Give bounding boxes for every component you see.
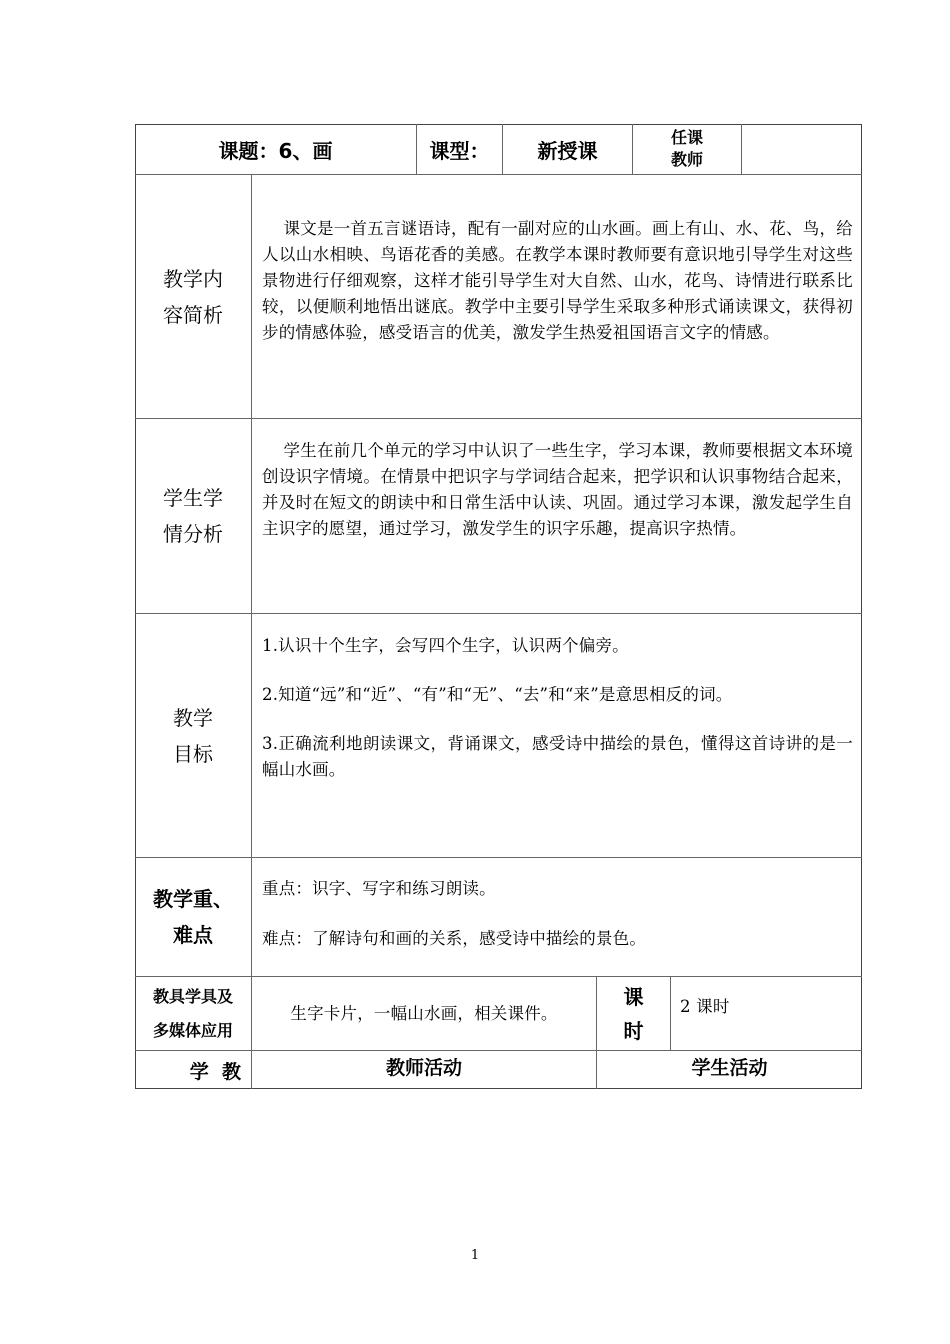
lesson-type-value: 新授课 xyxy=(537,138,598,163)
content-analysis-text: 课文是一首五言谜语诗，配有一副对应的山水画。画上有山、水、花、鸟，给人以山水相映、鸟语花香的美感。在教学本课时教师要有意识地引导学生对这些景物进行仔细观察，这样才能引导学生对大自然、山水，花鸟、诗情进行联系比较，以便顺利地悟出谜底。教学中主要引导学生采取多种形式诵读课文，获得初步的情感体验，感受语言的优美，激发学生热爱祖国语言文字的情感。 xyxy=(262,219,853,342)
key-points-label-cell xyxy=(135,858,252,977)
materials-label-line1: 教具学具及 xyxy=(152,986,233,1006)
student-analysis-label-line2: 情分析 xyxy=(163,522,223,546)
content-analysis-body-cell xyxy=(252,175,862,419)
key-points-label-line1: 教学重、 xyxy=(153,887,233,911)
difficult-point-text: 难点：了解诗句和画的关系，感受诗中描绘的景色。 xyxy=(262,929,647,948)
content-analysis-label-line2: 容简析 xyxy=(163,302,223,327)
content-analysis-label-line1: 教学内 xyxy=(163,266,223,291)
teacher-activity-header: 教师活动 xyxy=(385,1057,462,1079)
materials-text: 生字卡片，一幅山水画，相关课件。 xyxy=(290,1003,558,1023)
objective-item: 1.认识十个生字，会写四个生字，认识两个偏旁。 xyxy=(262,636,629,655)
hours-label-line1: 课 xyxy=(623,984,644,1009)
materials-label-line2: 多媒体应用 xyxy=(152,1020,233,1040)
materials-body-cell xyxy=(252,977,597,1051)
student-activity-header: 学生活动 xyxy=(691,1057,768,1079)
student-activity-header-cell xyxy=(597,1051,862,1089)
key-points-body-cell xyxy=(252,858,862,977)
teacher-label-cell xyxy=(633,124,742,175)
content-analysis-label-cell xyxy=(135,175,252,419)
lesson-title: 课题：6、画 xyxy=(218,138,333,163)
activities-label-cell xyxy=(135,1051,252,1089)
hours-value: 2 课时 xyxy=(680,996,730,1016)
objective-item: 2.知道“远”和“近”、“有”和“无”、“去”和“来”是意思相反的词。 xyxy=(262,685,733,704)
lesson-type-value-cell xyxy=(503,124,633,175)
teacher-activity-header-cell xyxy=(252,1051,597,1089)
objectives-label-line1: 教学 xyxy=(173,705,213,730)
teacher-value-cell xyxy=(742,124,862,175)
student-analysis-label-line1: 学生学 xyxy=(163,486,223,510)
student-analysis-body-cell xyxy=(252,419,862,614)
hours-value-cell xyxy=(671,977,862,1051)
objectives-label-line2: 目标 xyxy=(173,741,213,766)
lesson-title-cell xyxy=(135,124,417,175)
page-number: 1 xyxy=(470,1248,480,1263)
teacher-label-line1: 任课 xyxy=(670,128,703,147)
activities-label: 学 教 xyxy=(189,1060,241,1083)
objectives-body-cell xyxy=(252,614,862,858)
hours-label-line2: 时 xyxy=(623,1018,644,1043)
materials-label-cell xyxy=(135,977,252,1051)
lesson-type-label-cell xyxy=(417,124,503,175)
lesson-type-label: 课型： xyxy=(429,138,490,163)
teacher-label-line2: 教师 xyxy=(670,150,703,169)
objective-item: 3.正确流利地朗读课文，背诵课文，感受诗中描绘的景色，懂得这首诗讲的是一幅山水画。 xyxy=(262,734,853,779)
key-point-text: 重点：识字、写字和练习朗读。 xyxy=(262,879,496,898)
key-points-label-line2: 难点 xyxy=(173,923,213,947)
student-analysis-text: 学生在前几个单元的学习中认识了一些生字，学习本课，教师要根据文本环境创设识字情境。在情景中把识字与学词结合起来，把学识和认识事物结合起来，并及时在短文的朗读中和日常生活中认读、巩固。通过学习本课，激发起学生自主识字的愿望，通过学习，激发学生的识字乐趣，提高识字热情。 xyxy=(262,441,853,538)
objectives-label-cell xyxy=(135,614,252,858)
hours-label-cell xyxy=(597,977,671,1051)
student-analysis-label-cell xyxy=(135,419,252,614)
